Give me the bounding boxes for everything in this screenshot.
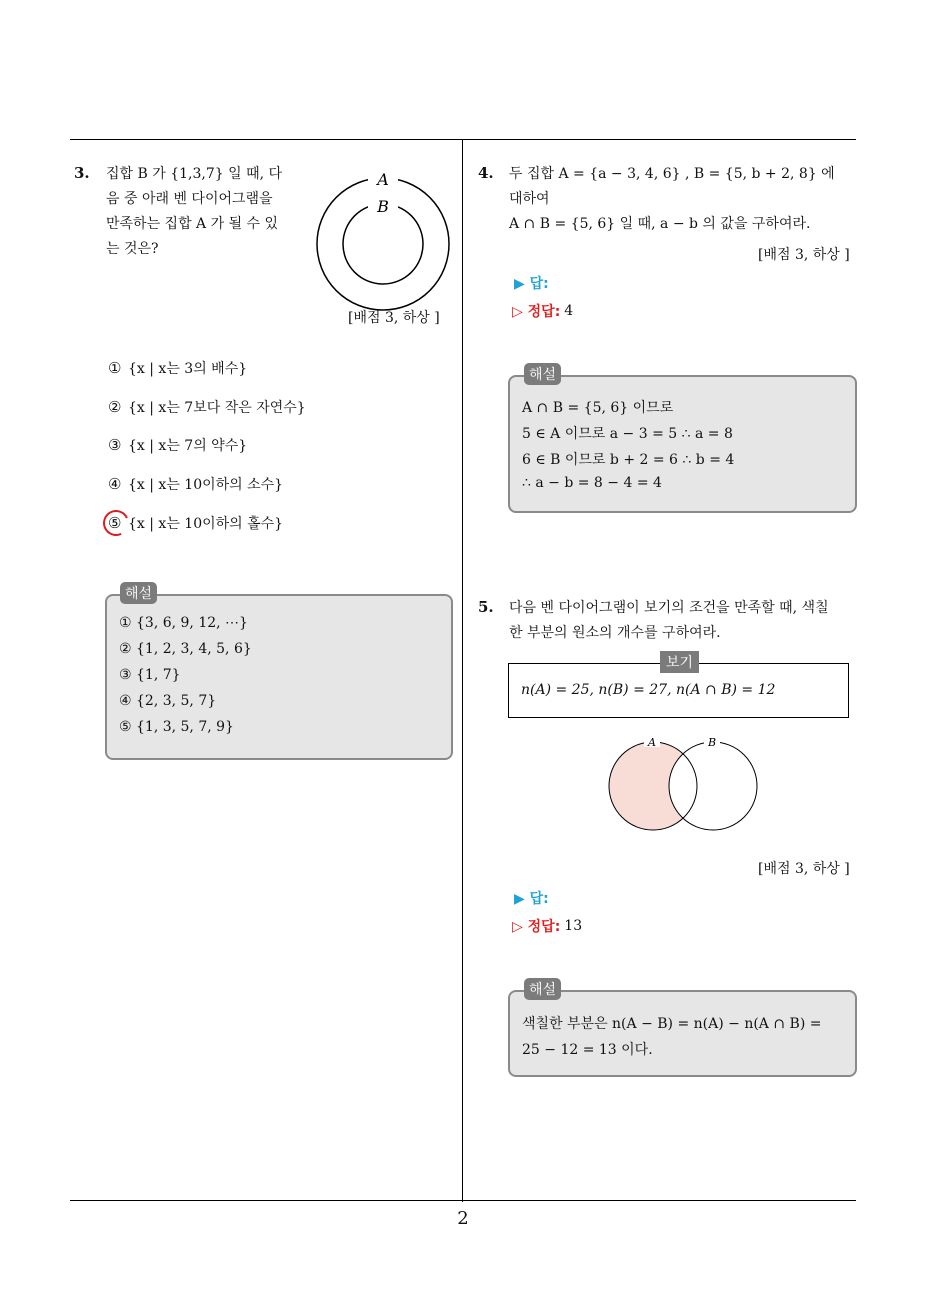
bogi-condition: n(A) = 25, n(B) = 27, n(A ∩ B) = 12 <box>521 682 776 698</box>
question-5-number: 5. <box>478 598 494 616</box>
solution-line: ① {3, 6, 9, 12, ⋯} <box>119 615 248 631</box>
solution-line: ∴ a − b = 8 − 4 = 4 <box>522 475 662 491</box>
q3-line: 는 것은? <box>106 241 159 257</box>
solution-line: 색칠한 부분은 n(A − B) = n(A) − n(A ∩ B) = <box>522 1016 822 1032</box>
q3-venn-diagram <box>310 168 456 314</box>
correct-label: ▷ 정답: <box>512 919 561 935</box>
q5-venn-diagram <box>600 730 770 840</box>
bottom-rule <box>70 1200 856 1201</box>
question-5-text <box>509 596 829 646</box>
q3-option-5[interactable] <box>108 513 283 533</box>
solution-tag: 해설 <box>120 582 157 604</box>
answer-label: ▶ 답: <box>514 891 549 907</box>
option-mark: ① <box>108 359 122 377</box>
solution-tag: 해설 <box>524 978 561 1000</box>
option-mark: ② <box>108 398 122 416</box>
set-a-label: A <box>648 736 656 749</box>
page-number: 2 <box>457 1208 469 1229</box>
q4-correct-row <box>512 301 573 321</box>
correct-value: 13 <box>564 918 583 934</box>
q5-line: 다음 벤 다이어그램이 보기의 조건을 만족할 때, 색칠 <box>509 600 829 616</box>
solution-line: 25 − 12 = 13 이다. <box>522 1042 653 1058</box>
solution-line: A ∩ B = {5, 6} 이므로 <box>522 400 674 416</box>
solution-line: ④ {2, 3, 5, 7} <box>119 693 217 709</box>
question-4-text <box>509 162 835 237</box>
q5-solution-box <box>508 990 857 1077</box>
q5-score: [배점 3, 하상 ] <box>758 861 850 877</box>
question-4-number: 4. <box>478 164 494 182</box>
option-text: {x | x는 10이하의 소수} <box>128 477 284 493</box>
answer-label: ▶ 답: <box>514 276 549 292</box>
correct-value: 4 <box>564 303 574 319</box>
q3-score: [배점 3, 하상 ] <box>348 310 440 326</box>
q4-solution-box <box>508 375 857 513</box>
column-divider <box>462 140 463 1202</box>
q5-correct-row <box>512 916 582 936</box>
correct-label: ▷ 정답: <box>512 304 561 320</box>
question-3-text <box>106 162 282 262</box>
option-text: {x | x는 10이하의 홀수} <box>128 516 284 532</box>
set-a-label: A <box>377 170 389 189</box>
q5-line: 한 부분의 원소의 개수를 구하여라. <box>509 625 721 641</box>
q3-option-4[interactable] <box>108 474 283 494</box>
q3-line: 집합 B 가 {1,3,7} 일 때, 다 <box>106 166 283 182</box>
q3-line: 음 중 아래 벤 다이어그램을 <box>106 191 273 207</box>
solution-line: ⑤ {1, 3, 5, 7, 9} <box>119 719 234 735</box>
q4-line: 두 집합 A = {a − 3, 4, 6} , B = {5, b + 2, 8} 에 <box>509 166 835 182</box>
q4-line: A ∩ B = {5, 6} 일 때, a − b 의 값을 구하여라. <box>509 216 811 232</box>
option-text: {x | x는 7보다 작은 자연수} <box>128 400 306 416</box>
top-rule <box>70 139 856 140</box>
option-text: {x | x는 7의 약수} <box>128 438 248 454</box>
set-b-circle <box>343 204 423 284</box>
q3-option-2[interactable] <box>108 397 306 417</box>
solution-line: 6 ∈ B 이므로 b + 2 = 6 ∴ b = 4 <box>522 452 735 468</box>
solution-line: ③ {1, 7} <box>119 667 181 683</box>
solution-line: ② {1, 2, 3, 4, 5, 6} <box>119 641 252 657</box>
selected-circle-mark: ⑤ <box>108 514 128 532</box>
q4-line: 대하여 <box>509 191 550 207</box>
set-b-label: B <box>707 736 717 749</box>
q4-score: [배점 3, 하상 ] <box>758 247 850 263</box>
set-b-label: B <box>377 197 389 216</box>
option-mark: ③ <box>108 436 122 454</box>
q3-option-3[interactable] <box>108 435 247 455</box>
q4-answer-row <box>514 273 549 293</box>
question-3-number: 3. <box>74 164 90 182</box>
q5-answer-row <box>514 888 549 908</box>
solution-tag: 해설 <box>524 363 561 385</box>
option-text: {x | x는 3의 배수} <box>128 361 248 377</box>
solution-line: 5 ∈ A 이므로 a − 3 = 5 ∴ a = 8 <box>522 426 733 442</box>
q3-option-1[interactable] <box>108 358 247 378</box>
option-mark: ④ <box>108 475 122 493</box>
bogi-tag: 보기 <box>660 651 699 673</box>
q3-line: 만족하는 집합 A 가 될 수 있 <box>106 216 279 232</box>
